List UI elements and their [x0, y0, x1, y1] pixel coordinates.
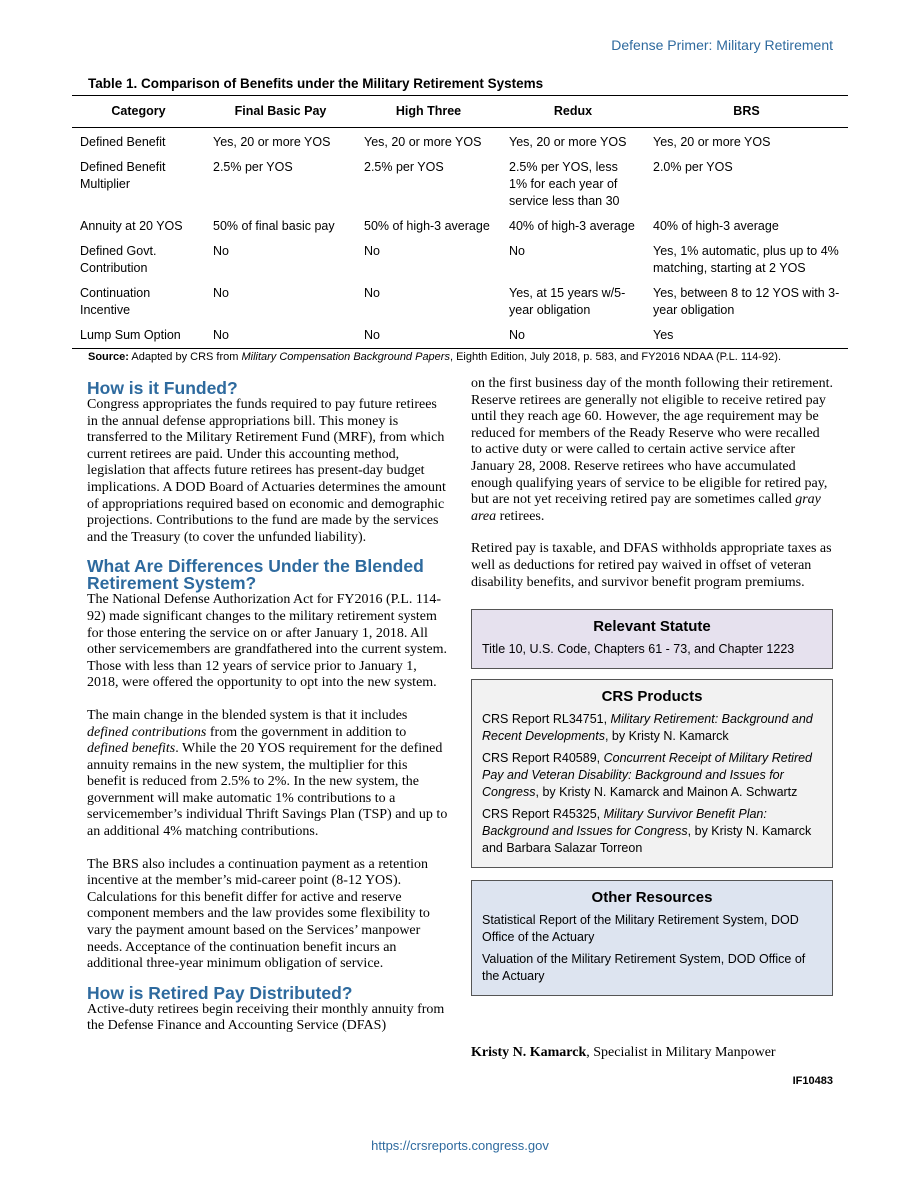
paragraph-distributed: Active-duty retirees begin receiving their monthly annuity from the Defense Finance and Accounting Service (DFAS) — [87, 1001, 445, 1034]
source-text-post: , Eighth Edition, July 2018, p. 583, and FY2016 NDAA (P.L. 114-92). — [449, 351, 781, 363]
table-cell: Continuation Incentive — [80, 286, 151, 317]
running-head: Defense Primer: Military Retirement — [611, 37, 833, 53]
defined-benefits-term: defined benefits — [87, 741, 176, 757]
source-label: Source: — [88, 351, 129, 363]
reserve-text-b: retirees. — [496, 508, 545, 524]
crs-product-entry — [482, 806, 822, 857]
main-change-text-c: . While the 20 YOS requirement for the defined annuity remains in the new system, the multiplier for this benefit is reduced from 2.5% to 2%. In the new system, the government will make automatic 1% contributions to a servicemember’s individual Thrift Savings Plan (TSP) and up to an additional 4% matching contributions. — [87, 741, 448, 840]
table-source-note — [88, 351, 781, 363]
table-cell: 50% of final basic pay — [213, 219, 335, 233]
table-row — [72, 214, 848, 239]
table-title: Table 1. Comparison of Benefits under the Military Retirement Systems — [88, 76, 544, 91]
product-report-title: Military Survivor Benefit Plan: Background and Issues for Congress — [482, 807, 767, 839]
source-text-italic: Military Compensation Background Papers — [241, 351, 450, 363]
table-cell: 50% of high-3 average — [364, 219, 490, 233]
reserve-text-a: on the first business day of the month following their retirement. Reserve retirees are generally not eligible to receive retired pay until they reach age 60. However, the age requirement may be reduced for members of the Ready Reserve who were recalled to active duty or were called to certain active service after January 28, 2008. Reserve retirees who have accumulated enough qualifying years of service to be eligible for retired pay, but are not yet receiving retired pay are sometimes called — [471, 376, 833, 508]
table-cell: Defined Benefit Multiplier — [80, 160, 166, 191]
paragraph-reserve-retirees — [471, 376, 833, 525]
author-role: , Specialist in Military Manpower — [586, 1045, 776, 1060]
table-cell: No — [213, 286, 229, 300]
statute-entry: Title 10, U.S. Code, Chapters 61 - 73, and Chapter 1223 — [482, 642, 795, 657]
table-cell: Yes, 20 or more YOS — [509, 135, 627, 149]
heading-blended-retirement-differences: What Are Differences Under the Blended Retirement System? — [87, 556, 424, 594]
product-report-id: CRS Report RL34751, — [482, 712, 611, 727]
right-column — [471, 376, 833, 996]
heading-retired-pay-distributed: How is Retired Pay Distributed? — [87, 982, 353, 1003]
table-cell: 2.5% per YOS — [213, 160, 293, 174]
table-cell: No — [501, 323, 645, 349]
crs-products-box — [471, 679, 833, 868]
crs-product-entry — [482, 711, 822, 745]
table-cell: Yes, 20 or more YOS — [364, 135, 482, 149]
footer-url-link[interactable]: https://crsreports.congress.gov — [371, 1138, 549, 1153]
table-cell: No — [213, 244, 229, 258]
resource-entry: Statistical Report of the Military Retirement System, DOD Office of the Actuary — [482, 913, 799, 945]
other-resources-title: Other Resources — [591, 889, 713, 907]
table-cell: Yes — [645, 323, 848, 349]
other-resources-box — [471, 880, 833, 996]
table-row — [72, 128, 848, 156]
defined-contributions-term: defined contributions — [87, 724, 207, 740]
table-row — [72, 155, 848, 214]
table-cell: 2.0% per YOS — [653, 160, 733, 174]
relevant-statute-title: Relevant Statute — [593, 618, 711, 636]
table-cell: 2.5% per YOS, less 1% for each year of service less than 30 — [509, 160, 620, 208]
relevant-statute-box — [471, 609, 833, 669]
left-column — [87, 380, 449, 1035]
heading-how-is-it-funded: How is it Funded? — [87, 378, 238, 398]
table-cell: Defined Benefit — [80, 135, 166, 149]
product-report-author: , by Kristy N. Kamarck — [604, 729, 729, 744]
table-cell: 2.5% per YOS — [364, 160, 444, 174]
header-category: Category — [72, 96, 205, 128]
header-final-basic-pay: Final Basic Pay — [205, 96, 356, 128]
table-cell: Defined Govt. Contribution — [80, 244, 157, 275]
table-row — [72, 281, 848, 323]
table-cell: Lump Sum Option — [72, 323, 205, 349]
table-cell: No — [364, 244, 380, 258]
table-cell: No — [364, 286, 380, 300]
table-cell: Yes, 20 or more YOS — [653, 135, 771, 149]
main-change-text-a: The main change in the blended system is that it includes — [87, 707, 408, 723]
product-report-title: Concurrent Receipt of Military Retired Pay and Veteran Disability: Background and Issues for Congress — [482, 751, 813, 800]
main-change-text-b: from the government in addition to — [206, 724, 407, 740]
paragraph-taxable: Retired pay is taxable, and DFAS withholds appropriate taxes as well as deductions for retired pay waived in offset of veteran disability benefits, and survivor benefit program premiums. — [471, 541, 832, 590]
table-cell: 40% of high-3 average — [509, 219, 635, 233]
header-redux: Redux — [501, 96, 645, 128]
table-row — [72, 323, 848, 349]
paragraph-funded: Congress appropriates the funds required to pay future retirees in the annual defense appropriations bill. This money is transferred to the Military Retirement Fund (MRF), from which current retirees are paid. Under this accounting method, legislation that affects future retirees has present-day budget implications. A DOD Board of Actuaries determines the amount of appropriations required based on economic and demographic projections. Contributions to the fund are made by the services and the Treasury (to cover the unfunded liability). — [87, 397, 446, 545]
table-cell: Yes, at 15 years w/5-year obligation — [509, 286, 626, 317]
crs-products-title: CRS Products — [601, 688, 703, 706]
gray-area-term: gray area — [471, 492, 821, 524]
document-id: IF10483 — [792, 1075, 833, 1087]
table-cell: No — [509, 244, 525, 258]
table-cell: 40% of high-3 average — [653, 219, 779, 233]
table-header-row — [72, 96, 848, 128]
table-cell: Annuity at 20 YOS — [80, 219, 183, 233]
table-cell: Yes, 20 or more YOS — [213, 135, 331, 149]
product-report-id: CRS Report R40589, — [482, 751, 604, 766]
product-report-title: Military Retirement: Background and Recent Developments — [482, 712, 813, 744]
source-text-pre: Adapted by CRS from — [128, 351, 242, 363]
table-cell: Yes, 1% automatic, plus up to 4% matching, starting at 2 YOS — [653, 244, 839, 275]
product-report-id: CRS Report R45325, — [482, 807, 604, 822]
benefits-comparison-table — [72, 95, 848, 349]
product-report-author: , by Kristy N. Kamarck and Barbara Salazar Torreon — [482, 824, 812, 856]
paragraph-continuation-payment: The BRS also includes a continuation payment as a retention incentive at the member’s mid-career point (8-12 YOS). Calculations for this benefit differ for active and reserve component members and the law provides some flexibility to vary the payment amount based on the Services’ manpower needs. Acceptance of the continuation benefit incurs an additional three-year minimum obligation of service. — [87, 856, 430, 972]
product-report-author: , by Kristy N. Kamarck and Mainon A. Schwartz — [535, 785, 798, 800]
paragraph-main-change — [87, 708, 449, 841]
resource-entry: Valuation of the Military Retirement System, DOD Office of the Actuary — [482, 952, 806, 984]
paragraph-ndaa: The National Defense Authorization Act for FY2016 (P.L. 114-92) made significant changes to the military retirement system for those entering the service on or after January 1, 2018. All other servicemembers are grandfathered into the current system. Those with less than 12 years of service prior to January 1, 2018, were offered the opportunity to opt into the new system. — [87, 592, 447, 691]
table-row — [72, 239, 848, 281]
table-cell: No — [356, 323, 501, 349]
table-cell: No — [205, 323, 356, 349]
crs-product-entry — [482, 750, 822, 801]
header-high-three: High Three — [356, 96, 501, 128]
table-cell: Yes, between 8 to 12 YOS with 3-year obligation — [653, 286, 840, 317]
header-brs: BRS — [645, 96, 848, 128]
author-line — [471, 1045, 776, 1061]
author-name: Kristy N. Kamarck — [471, 1045, 587, 1060]
